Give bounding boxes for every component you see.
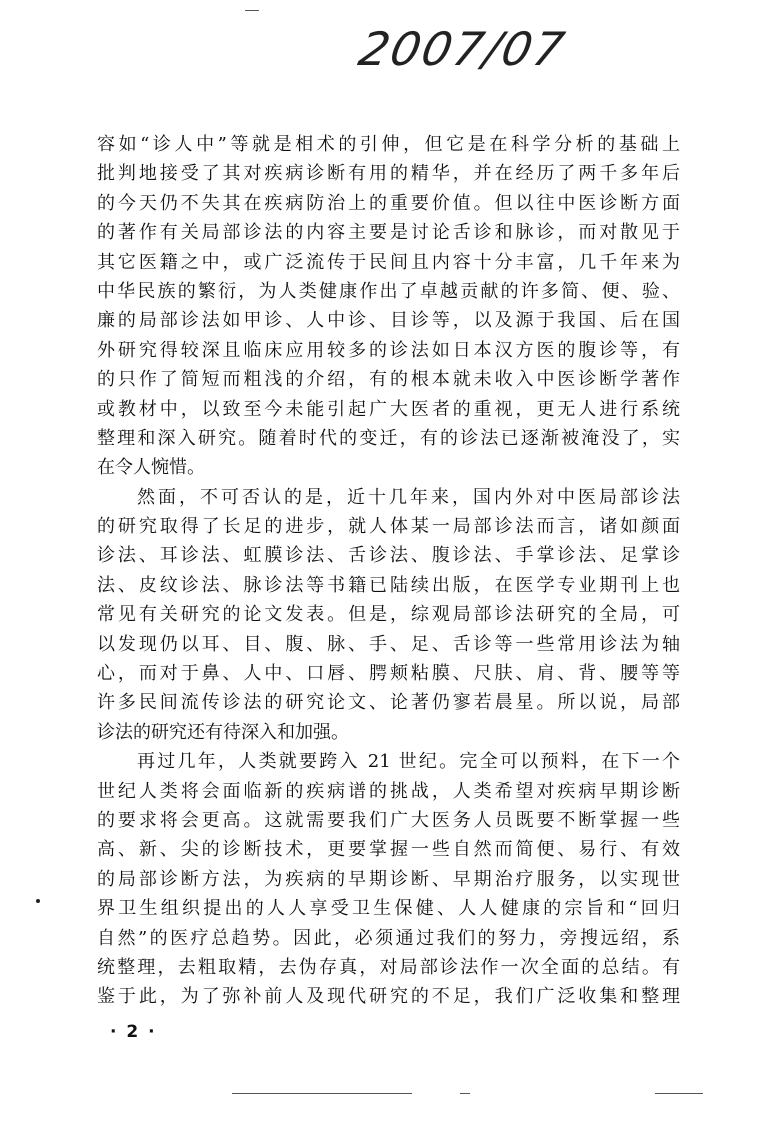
text-line: 廉的局部诊法如甲诊、人中诊、目诊等，以及源于我国、后在国 (97, 310, 680, 332)
text-line: 许多民间流传诊法的研究论文、论著仍寥若晨星。所以说，局部 (97, 692, 680, 714)
text-line: 容如“诊人中”等就是相术的引伸，但它是在科学分析的基础上 (97, 134, 680, 155)
text-line: 的要求将会更高。这就需要我们广大医务人员既要不断掌握一些 (97, 809, 680, 831)
text-line: 再过几年，人类就要跨入 21 世纪。完全可以预料，在下一个 (137, 751, 680, 773)
body-text (97, 130, 680, 1012)
text-line: 统整理，去粗取精，去伪存真，对局部诊法作一次全面的总结。有 (97, 956, 680, 978)
text-line: 外研究得较深且临床应用较多的诊法如日本汉方医的腹诊等，有 (97, 339, 680, 361)
text-line: 的只作了简短而粗浅的介绍，有的根本就未收入中医诊断学著作 (97, 369, 680, 391)
handwritten-annotation: 2007/07 (354, 22, 571, 76)
text-line: 的著作有关局部诊法的内容主要是讨论舌诊和脉诊，而对散见于 (97, 222, 680, 244)
scan-artifact-line (460, 1093, 470, 1094)
text-line: 世纪人类将会面临新的疾病谱的挑战，人类希望对疾病早期诊断 (97, 780, 680, 802)
text-line: 中华民族的繁衍，为人类健康作出了卓越贡献的许多简、便、验、 (97, 280, 680, 302)
text-line: 其它医籍之中，或广泛流传于民间且内容十分丰富，几千年来为 (97, 251, 680, 273)
text-line: 诊法、耳诊法、虹膜诊法、舌诊法、腹诊法、手掌诊法、足掌诊 (97, 545, 680, 567)
text-line: 心，而对于鼻、人中、口唇、腭颊粘膜、尺肤、肩、背、腰等等 (97, 663, 680, 685)
text-line: 的研究取得了长足的进步，就人体某一局部诊法而言，诸如颜面 (97, 516, 680, 538)
text-line: 高、新、尖的诊断技术，更要掌握一些自然而简便、易行、有效 (97, 839, 680, 861)
text-line: 的今天仍不失其在疾病防治上的重要价值。但以往中医诊断方面 (97, 192, 680, 214)
text-line: 诊法的研究还有待深入和加强。 (97, 721, 349, 743)
text-line: 整理和深入研究。随着时代的变迁，有的诊法已逐渐被淹没了，实 (97, 427, 680, 449)
text-line: 自然”的医疗总趋势。因此，必须通过我们的努力，旁搜远绍，系 (97, 927, 680, 949)
text-line: 法、皮纹诊法、脉诊法等书籍已陆续出版，在医学专业期刊上也 (97, 574, 680, 596)
scan-artifact-line (232, 1093, 412, 1094)
text-line: 常见有关研究的论文发表。但是，综观局部诊法研究的全局，可 (97, 604, 680, 626)
text-line: 然面，不可否认的是，近十几年来，国内外对中医局部诊法 (137, 486, 680, 508)
text-line: 以发现仍以耳、目、腹、脉、手、足、舌诊等一些常用诊法为轴 (97, 633, 680, 655)
text-line: 鉴于此，为了弥补前人及现代研究的不足，我们广泛收集和整理 (97, 986, 680, 1008)
text-line: 在令人惋惜。 (97, 457, 205, 479)
page-number: · 2 · (110, 1022, 157, 1042)
scan-dot (36, 899, 40, 903)
text-line: 界卫生组织提出的人人享受卫生保健、人人健康的宗旨和“回归 (97, 898, 680, 920)
scan-artifact-line (655, 1093, 703, 1094)
text-line: 或教材中，以致至今未能引起广大医者的重视，更无人进行系统 (97, 398, 680, 420)
text-line: 批判地接受了其对疾病诊断有用的精华，并在经历了两千多年后 (97, 163, 680, 185)
text-line: 的局部诊断方法，为疾病的早期诊断、早期治疗服务，以实现世 (97, 868, 680, 890)
scan-artifact-line (245, 10, 259, 11)
